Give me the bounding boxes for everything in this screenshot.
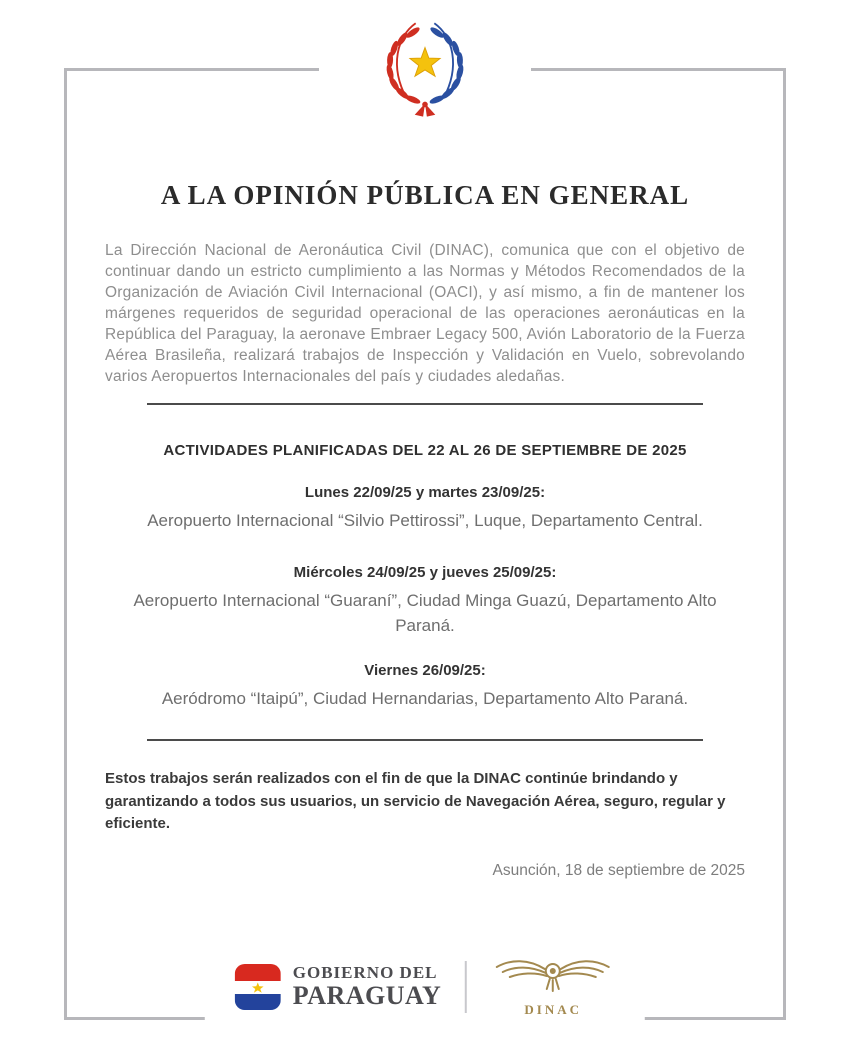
government-logo-line1: GOBIERNO DEL [292, 963, 438, 983]
dinac-logo-label: DINAC [524, 1002, 583, 1017]
schedule-dates: Miércoles 24/09/25 y jueves 25/09/25: [293, 564, 557, 581]
dinac-wings-icon [491, 956, 615, 1000]
intro-paragraph: La Dirección Nacional de Aeronáutica Civil (DINAC), comunica que con el objetivo de continuar dando un estricto cumplimiento a las Normas y Métodos Recomendados de la Organización de Aviación Civil Internacional (OACI), y así mismo, a fin de mantener los márgenes requeridos de seguridad operacional de las operaciones aeronáuticas en la República del Paraguay, la aeronave Embraer Legacy 500, Avión Laboratorio de la Fuerza Aérea Brasileña, realizará trabajos de Inspección y Validación en Vuelo, sobrevolando varios Aeropuertos Internacionales del país y ciudades aledañas. [105, 242, 745, 385]
wreath-star-emblem-icon [369, 10, 481, 128]
dinac-logo [491, 956, 615, 1018]
page-title: A LA OPINIÓN PÚBLICA EN GENERAL [160, 180, 690, 210]
government-logo-line2: PARAGUAY [292, 981, 442, 1011]
closing-paragraph: Estos trabajos serán realizados con el fin de que la DINAC continúe brindando y garantizando a todos sus usuarios, un servicio de Navegación Aérea, seguro, regular y eficiente. [105, 770, 726, 832]
schedule-item-friday [0, 662, 850, 711]
divider-bottom [147, 739, 703, 741]
schedule-dates: Viernes 26/09/25: [364, 662, 486, 679]
government-logo-text [293, 964, 441, 1009]
paraguay-flag-icon [235, 964, 281, 1010]
schedule-heading: ACTIVIDADES PLANIFICADAS DEL 22 AL 26 DE SEPTIEMBRE DE 2025 [163, 442, 687, 459]
divider-top [147, 403, 703, 405]
schedule-location: Aeropuerto Internacional “Guaraní”, Ciudad Minga Guazú, Departamento Alto Paraná. [133, 591, 717, 635]
national-emblem [319, 0, 531, 134]
footer-divider-line [465, 961, 467, 1013]
schedule-location: Aeródromo “Itaipú”, Ciudad Hernandarias, Departamento Alto Paraná. [161, 689, 689, 708]
government-logo [235, 964, 441, 1010]
schedule-dates: Lunes 22/09/25 y martes 23/09/25: [304, 484, 546, 501]
schedule-item-monday-tuesday [0, 484, 850, 533]
footer-logos [205, 948, 645, 1034]
schedule-location: Aeropuerto Internacional “Silvio Pettirossi”, Luque, Departamento Central. [147, 511, 703, 530]
dateline: Asunción, 18 de septiembre de 2025 [492, 862, 745, 879]
schedule-item-wednesday-thursday [0, 564, 850, 638]
